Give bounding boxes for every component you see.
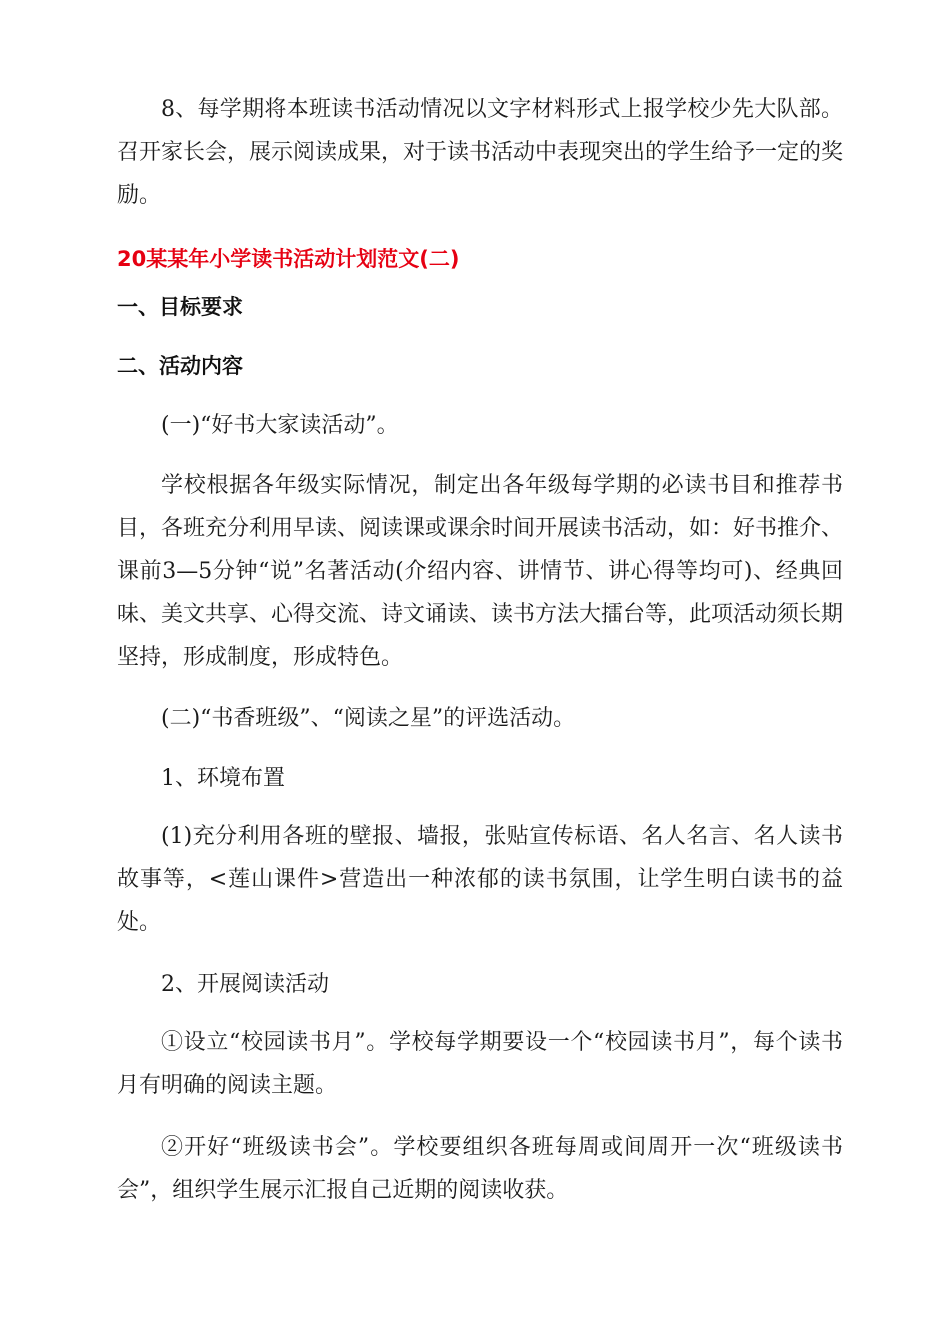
item-class-reading-club: ②开好“班级读书会”。学校要组织各班每周或间周开一次“班级读书会”，组织学生展示汇报自己近期的阅读收获。 <box>117 1135 843 1203</box>
item-reading-activities: 2、开展阅读活动 <box>161 972 329 997</box>
heading-activities: 二、活动内容 <box>117 354 243 378</box>
paragraph-good-books: 学校根据各年级实际情况，制定出各年级每学期的必读书目和推荐书目，各班充分利用早读、阅读课或课余时间开展读书活动，如：好书推介、课前3—5分钟“说”名著活动(介绍内容、讲情节、讲心得等均可)、经典回味、美文共享、心得交流、诗文诵读、读书方法大擂台等，此项活动须长期坚持，形成制度，形成特色。 <box>117 473 844 670</box>
item-reading-month: ①设立“校园读书月”。学校每学期要设一个“校园读书月”，每个读书月有明确的阅读主题。 <box>117 1030 843 1098</box>
subheading-selection: (二)“书香班级”、“阅读之星”的评选活动。 <box>161 706 576 731</box>
item-environment-detail: (1)充分利用各班的壁报、墙报，张贴宣传标语、名人名言、名人读书故事等，<莲山课件>营造出一种浓郁的读书氛围，让学生明白读书的益处。 <box>117 824 843 935</box>
paragraph-item-8: 8、每学期将本班读书活动情况以文字材料形式上报学校少先大队部。召开家长会，展示阅读成果，对于读书活动中表现突出的学生给予一定的奖励。 <box>117 97 844 208</box>
section-title: 20某某年小学读书活动计划范文(二) <box>117 247 460 271</box>
heading-goals: 一、目标要求 <box>117 295 243 319</box>
subheading-good-books: (一)“好书大家读活动”。 <box>161 413 399 438</box>
item-environment: 1、环境布置 <box>161 766 285 791</box>
